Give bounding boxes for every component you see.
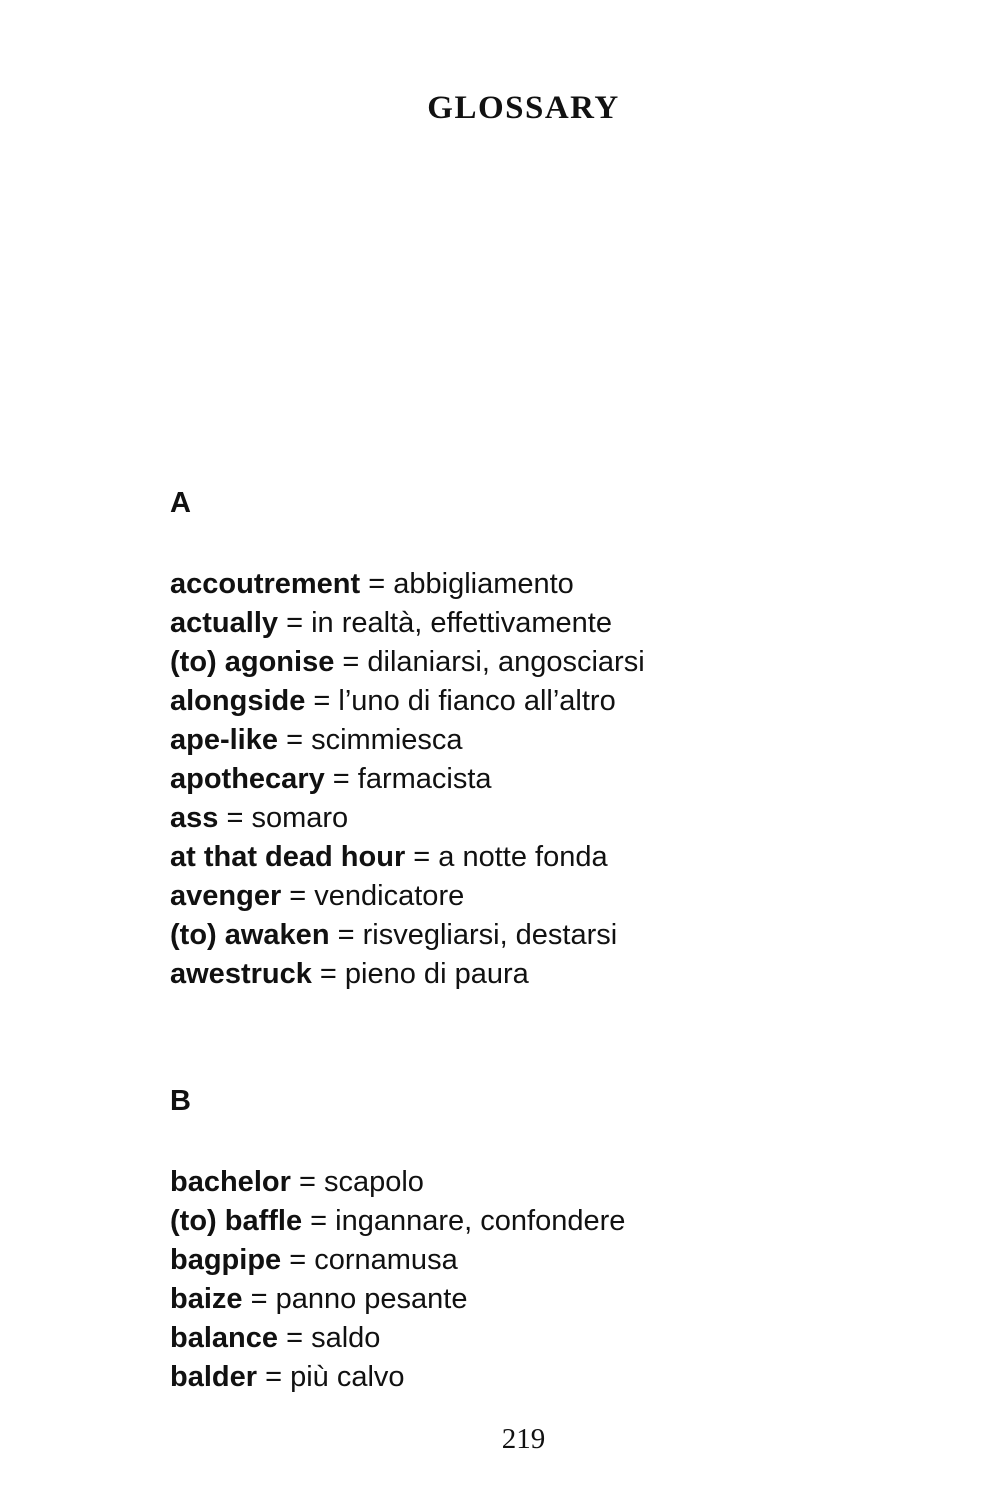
glossary-entry [170, 1163, 877, 1202]
entry-term: ape-like [170, 724, 278, 756]
equals-sign: = [286, 607, 303, 639]
page-title: GLOSSARY [427, 90, 620, 126]
entry-definition: scapolo [323, 1166, 424, 1198]
equals-sign: = [310, 1205, 328, 1237]
glossary-entry [170, 1319, 877, 1358]
equals-sign: = [319, 958, 337, 990]
entry-definition: abbigliamento [393, 568, 574, 600]
glossary-entry [170, 838, 877, 877]
equals-sign: = [332, 763, 350, 795]
glossary-entry [170, 604, 877, 643]
equals-sign: = [289, 1244, 307, 1276]
entry-definition: ingannare, confondere [335, 1205, 626, 1237]
glossary-entry [170, 1202, 877, 1241]
entry-term: balance [170, 1322, 278, 1354]
entry-definition: vendicatore [314, 880, 465, 912]
entry-definition: l’uno di fianco all’altro [338, 685, 616, 717]
entry-term: balder [170, 1361, 258, 1393]
glossary-entry [170, 1241, 877, 1280]
equals-sign: = [342, 646, 360, 678]
entry-term: (to) agonise [170, 646, 335, 678]
glossary-entry [170, 760, 877, 799]
entry-definition: dilaniarsi, angosciarsi [367, 646, 645, 678]
entry-definition: risvegliarsi, destarsi [362, 919, 618, 951]
glossary-entry [170, 565, 877, 604]
equals-sign: = [313, 685, 331, 717]
glossary-section [170, 1082, 877, 1397]
page-number: 219 [501, 1423, 546, 1455]
equals-sign: = [289, 880, 307, 912]
entry-term: bachelor [170, 1166, 291, 1198]
glossary-entry [170, 877, 877, 916]
equals-sign: = [368, 568, 386, 600]
equals-sign: = [298, 1166, 316, 1198]
entry-term: baize [170, 1283, 243, 1315]
entry-term: (to) awaken [170, 919, 330, 951]
glossary-entry [170, 1280, 877, 1319]
content-area [170, 0, 877, 1397]
equals-sign: = [250, 1283, 268, 1315]
equals-sign: = [413, 841, 431, 873]
entry-definition: cornamusa [314, 1244, 458, 1276]
entry-definition: saldo [311, 1322, 381, 1354]
entry-definition: più calvo [290, 1361, 405, 1393]
glossary-entry [170, 955, 877, 994]
entry-term: avenger [170, 880, 282, 912]
entry-term: (to) baffle [170, 1205, 303, 1237]
glossary-entry [170, 916, 877, 955]
equals-sign: = [226, 802, 244, 834]
equals-sign: = [286, 1322, 303, 1354]
equals-sign: = [265, 1361, 283, 1393]
entry-definition: scimmiesca [311, 724, 463, 756]
entry-term: ass [170, 802, 219, 834]
entry-term: bagpipe [170, 1244, 282, 1276]
glossary-sections [170, 484, 877, 1397]
entry-term: alongside [170, 685, 306, 717]
glossary-entry [170, 682, 877, 721]
entry-term: actually [170, 607, 278, 639]
entry-definition: in realtà, effettivamente [311, 607, 612, 639]
entry-definition: a notte fonda [438, 841, 608, 873]
glossary-entry [170, 643, 877, 682]
entry-list [170, 565, 877, 994]
entry-definition: farmacista [357, 763, 492, 795]
entry-term: awestruck [170, 958, 312, 990]
equals-sign: = [286, 724, 303, 756]
equals-sign: = [337, 919, 355, 951]
entry-term: apothecary [170, 763, 325, 795]
entry-definition: panno pesante [275, 1283, 468, 1315]
glossary-entry [170, 799, 877, 838]
section-letter: B [170, 1085, 191, 1117]
glossary-entry [170, 721, 877, 760]
entry-definition: pieno di paura [344, 958, 529, 990]
entry-term: accoutrement [170, 568, 361, 600]
section-letter: A [170, 487, 191, 519]
entry-definition: somaro [251, 802, 349, 834]
entry-term: at that dead hour [170, 841, 406, 873]
glossary-entry [170, 1358, 877, 1397]
glossary-section [170, 484, 877, 994]
entry-list [170, 1163, 877, 1397]
